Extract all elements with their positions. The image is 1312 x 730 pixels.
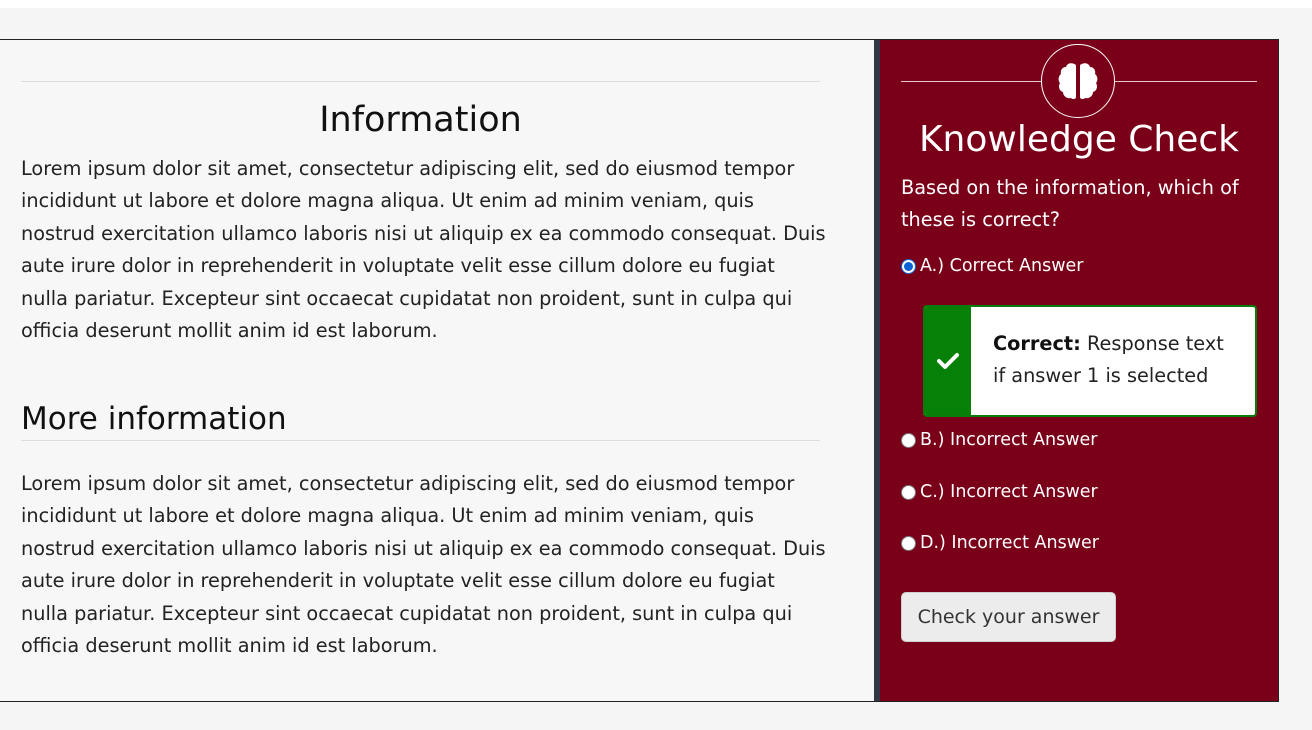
option-c-label: C.) Incorrect Answer — [920, 482, 1098, 502]
option-b-radio[interactable] — [901, 433, 916, 448]
page-frame — [0, 39, 1279, 702]
knowledge-check-panel — [880, 40, 1278, 701]
more-info-paragraph: Lorem ipsum dolor sit amet, consectetur adipiscing elit, sed do eiusmod tempor incididunt ut labore et dolore magna aliqua. Ut enim ad minim veniam, quis nostrud exercitation ullamco laboris nisi ut aliquip ex ea commodo consequat. Duis aute irure dolor in reprehenderit in voluptate velit esse cillum dolore eu fugiat nulla pariatur. Excepteur sint occaecat cupidatat non proident, sunt in culpa qui officia deserunt mollit anim id est laborum. — [21, 472, 826, 658]
checkmark-icon — [925, 307, 971, 415]
header-line-left — [901, 81, 1041, 82]
knowledge-check-title: Knowledge Check — [918, 119, 1240, 160]
option-a-radio[interactable] — [901, 259, 916, 274]
option-d[interactable] — [901, 533, 1099, 553]
option-b-label: B.) Incorrect Answer — [920, 430, 1098, 450]
top-divider — [21, 81, 820, 82]
header-line-right — [1115, 81, 1257, 82]
feedback-box — [923, 305, 1257, 417]
option-d-label: D.) Incorrect Answer — [920, 533, 1099, 553]
section-heading: More information — [21, 401, 287, 437]
feedback-text — [971, 307, 1255, 415]
question-text: Based on the information, which of these is correct? — [901, 176, 1239, 232]
option-d-radio[interactable] — [901, 536, 916, 551]
page-title: Information — [319, 100, 522, 140]
feedback-label: Correct: — [993, 332, 1081, 355]
check-answer-button[interactable]: Check your answer — [901, 592, 1116, 642]
top-strip — [0, 0, 1312, 8]
feedback-message: Response text if answer 1 is selected — [993, 332, 1224, 388]
option-b[interactable] — [901, 430, 1098, 450]
option-a[interactable] — [901, 256, 1084, 276]
option-a-label: A.) Correct Answer — [920, 256, 1084, 276]
option-c[interactable] — [901, 482, 1098, 502]
content-column — [0, 40, 874, 701]
option-c-radio[interactable] — [901, 485, 916, 500]
info-paragraph: Lorem ipsum dolor sit amet, consectetur adipiscing elit, sed do eiusmod tempor incididunt ut labore et dolore magna aliqua. Ut enim ad minim veniam, quis nostrud exercitation ullamco laboris nisi ut aliquip ex ea commodo consequat. Duis aute irure dolor in reprehenderit in voluptate velit esse cillum dolore eu fugiat nulla pariatur. Excepteur sint occaecat cupidatat non proident, sunt in culpa qui officia deserunt mollit anim id est laborum. — [21, 157, 826, 343]
section-divider — [21, 440, 820, 441]
brain-icon — [1041, 44, 1115, 118]
